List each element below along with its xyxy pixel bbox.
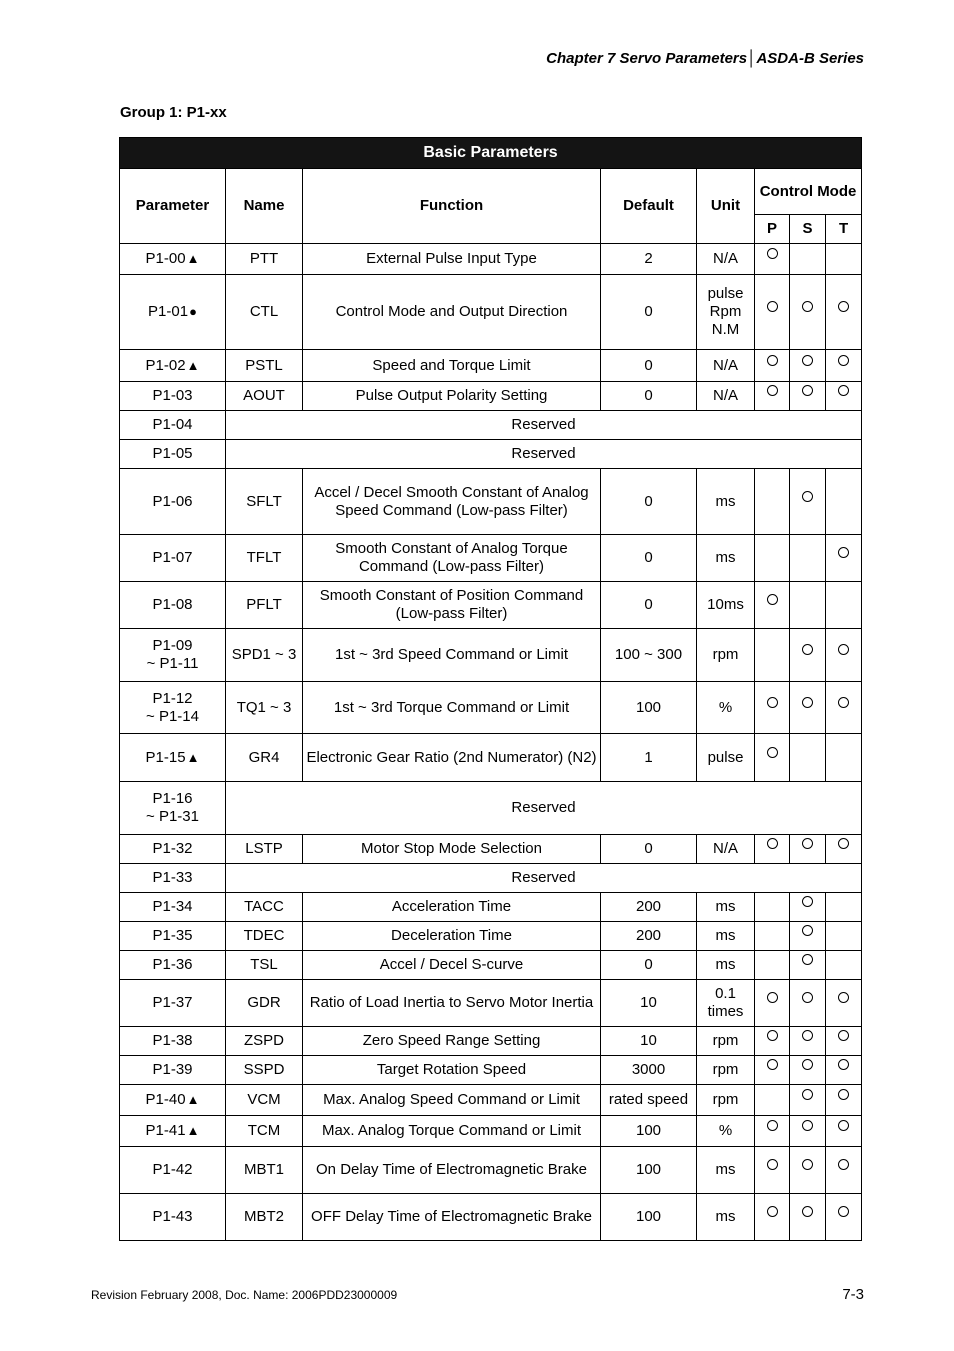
default-cell: 100 — [601, 1194, 697, 1241]
mode-s-cell — [790, 629, 826, 682]
function-cell: Accel / Decel S-curve — [303, 951, 601, 980]
mode-supported-circle-icon — [802, 301, 813, 312]
mode-supported-circle-icon — [767, 1120, 778, 1131]
table-row — [120, 382, 862, 411]
mode-t-cell — [826, 682, 862, 734]
triangle-marker-icon: ▲ — [186, 251, 200, 266]
mode-p-cell — [755, 951, 790, 980]
mode-supported-circle-icon — [802, 355, 813, 366]
mode-s-cell — [790, 350, 826, 382]
mode-supported-circle-icon — [838, 1206, 849, 1217]
unit-cell: ms — [697, 951, 755, 980]
unit-cell: pulse — [697, 734, 755, 782]
mode-p-cell — [755, 535, 790, 582]
mode-supported-circle-icon — [767, 747, 778, 758]
mode-supported-circle-icon — [838, 1120, 849, 1131]
table-row — [120, 835, 862, 864]
unit-cell: ms — [697, 1194, 755, 1241]
unit-cell: 0.1 times — [697, 980, 755, 1027]
mode-supported-circle-icon — [802, 1089, 813, 1100]
unit-cell: % — [697, 682, 755, 734]
param-cell: P1-35 — [120, 922, 226, 951]
table-row — [120, 893, 862, 922]
name-cell: MBT1 — [226, 1147, 303, 1194]
default-cell: 0 — [601, 582, 697, 629]
mode-supported-circle-icon — [838, 644, 849, 655]
default-cell: 100 ~ 300 — [601, 629, 697, 682]
mode-s-cell — [790, 951, 826, 980]
mode-p-cell — [755, 275, 790, 350]
mode-supported-circle-icon — [767, 301, 778, 312]
table-row — [120, 864, 862, 893]
mode-t-cell — [826, 350, 862, 382]
mode-supported-circle-icon — [838, 1030, 849, 1041]
function-cell: Pulse Output Polarity Setting — [303, 382, 601, 411]
default-cell: 200 — [601, 893, 697, 922]
triangle-marker-icon: ▲ — [186, 357, 200, 373]
unit-cell: ms — [697, 922, 755, 951]
mode-t-cell — [826, 1027, 862, 1056]
reserved-cell: Reserved — [226, 411, 862, 440]
triangle-marker-icon: ▲ — [186, 749, 200, 765]
function-cell: Speed and Torque Limit — [303, 350, 601, 382]
mode-s-cell — [790, 469, 826, 535]
param-cell: P1-38 — [120, 1027, 226, 1056]
param-cell: P1-02▲ — [120, 350, 226, 382]
mode-t-cell — [826, 1085, 862, 1116]
mode-s-cell — [790, 382, 826, 411]
unit-cell: 10ms — [697, 582, 755, 629]
table-row — [120, 629, 862, 682]
group-title: Group 1: P1-xx — [120, 104, 227, 121]
param-cell: P1-42 — [120, 1147, 226, 1194]
mode-s-cell — [790, 582, 826, 629]
table-row — [120, 1147, 862, 1194]
mode-p-cell — [755, 350, 790, 382]
mode-t-cell — [826, 1056, 862, 1085]
mode-supported-circle-icon — [767, 248, 778, 259]
default-cell: 100 — [601, 1116, 697, 1147]
function-cell: Max. Analog Torque Command or Limit — [303, 1116, 601, 1147]
function-cell: Accel / Decel Smooth Constant of Analog Speed Command (Low-pass Filter) — [303, 469, 601, 535]
mode-s-cell — [790, 1056, 826, 1085]
mode-p-cell — [755, 734, 790, 782]
mode-t-cell — [826, 244, 862, 275]
table-row — [120, 1194, 862, 1241]
default-cell: 0 — [601, 535, 697, 582]
header-control-mode: Control Mode — [755, 169, 862, 215]
name-cell: TQ1 ~ 3 — [226, 682, 303, 734]
name-cell: ZSPD — [226, 1027, 303, 1056]
param-cell: P1-40▲ — [120, 1085, 226, 1116]
name-cell: SPD1 ~ 3 — [226, 629, 303, 682]
unit-cell: % — [697, 1116, 755, 1147]
table-row — [120, 350, 862, 382]
mode-supported-circle-icon — [838, 697, 849, 708]
mode-s-cell — [790, 682, 826, 734]
mode-s-cell — [790, 922, 826, 951]
mode-t-cell — [826, 275, 862, 350]
mode-t-cell — [826, 893, 862, 922]
header-mode-s: S — [790, 215, 826, 244]
default-cell: 0 — [601, 350, 697, 382]
mode-supported-circle-icon — [767, 992, 778, 1003]
default-cell: 0 — [601, 382, 697, 411]
mode-supported-circle-icon — [802, 1030, 813, 1041]
mode-p-cell — [755, 1147, 790, 1194]
mode-supported-circle-icon — [802, 925, 813, 936]
chapter-header: Chapter 7 Servo Parameters│ASDA-B Series — [546, 50, 864, 67]
mode-p-cell — [755, 893, 790, 922]
page-number: 7-3 — [842, 1286, 864, 1303]
mode-p-cell — [755, 1116, 790, 1147]
header-unit: Unit — [697, 169, 755, 244]
param-cell: P1-36 — [120, 951, 226, 980]
mode-supported-circle-icon — [767, 1030, 778, 1041]
mode-t-cell — [826, 1147, 862, 1194]
mode-p-cell — [755, 1027, 790, 1056]
unit-cell: rpm — [697, 1027, 755, 1056]
name-cell: LSTP — [226, 835, 303, 864]
param-cell: P1-39 — [120, 1056, 226, 1085]
table-row — [120, 682, 862, 734]
mode-s-cell — [790, 835, 826, 864]
reserved-cell: Reserved — [226, 782, 862, 835]
mode-t-cell — [826, 922, 862, 951]
header-default: Default — [601, 169, 697, 244]
default-cell: 10 — [601, 980, 697, 1027]
basic-parameters-table — [119, 137, 862, 1241]
table-row — [120, 411, 862, 440]
mode-t-cell — [826, 535, 862, 582]
function-cell: Target Rotation Speed — [303, 1056, 601, 1085]
unit-cell: rpm — [697, 1056, 755, 1085]
unit-cell: rpm — [697, 1085, 755, 1116]
name-cell: TFLT — [226, 535, 303, 582]
table-row — [120, 1116, 862, 1147]
function-cell: 1st ~ 3rd Torque Command or Limit — [303, 682, 601, 734]
function-cell: Max. Analog Speed Command or Limit — [303, 1085, 601, 1116]
name-cell: TCM — [226, 1116, 303, 1147]
mode-supported-circle-icon — [767, 355, 778, 366]
param-cell: P1-34 — [120, 893, 226, 922]
name-cell: SSPD — [226, 1056, 303, 1085]
mode-p-cell — [755, 682, 790, 734]
unit-cell: ms — [697, 893, 755, 922]
unit-cell: ms — [697, 535, 755, 582]
function-cell: 1st ~ 3rd Speed Command or Limit — [303, 629, 601, 682]
table-row — [120, 440, 862, 469]
table-row — [120, 951, 862, 980]
table-row — [120, 1085, 862, 1116]
table-row — [120, 582, 862, 629]
param-cell: P1-32 — [120, 835, 226, 864]
name-cell: GR4 — [226, 734, 303, 782]
mode-s-cell — [790, 893, 826, 922]
unit-cell: N/A — [697, 350, 755, 382]
mode-supported-circle-icon — [767, 1206, 778, 1217]
name-cell: TDEC — [226, 922, 303, 951]
mode-supported-circle-icon — [802, 838, 813, 849]
mode-supported-circle-icon — [802, 1206, 813, 1217]
param-cell: P1-33 — [120, 864, 226, 893]
reserved-cell: Reserved — [226, 440, 862, 469]
name-cell: SFLT — [226, 469, 303, 535]
mode-p-cell — [755, 1056, 790, 1085]
mode-p-cell — [755, 1085, 790, 1116]
mode-t-cell — [826, 469, 862, 535]
mode-supported-circle-icon — [838, 1159, 849, 1170]
table-row — [120, 980, 862, 1027]
mode-supported-circle-icon — [802, 1120, 813, 1131]
mode-supported-circle-icon — [802, 697, 813, 708]
mode-t-cell — [826, 582, 862, 629]
function-cell: Smooth Constant of Position Command (Low-pass Filter) — [303, 582, 601, 629]
mode-supported-circle-icon — [767, 697, 778, 708]
mode-s-cell — [790, 734, 826, 782]
function-cell: External Pulse Input Type — [303, 244, 601, 275]
table-row — [120, 275, 862, 350]
mode-s-cell — [790, 1194, 826, 1241]
mode-supported-circle-icon — [838, 1089, 849, 1100]
mode-supported-circle-icon — [838, 385, 849, 396]
mode-p-cell — [755, 244, 790, 275]
header-mode-p: P — [755, 215, 790, 244]
unit-cell: ms — [697, 469, 755, 535]
mode-supported-circle-icon — [767, 1159, 778, 1170]
mode-p-cell — [755, 469, 790, 535]
table-row — [120, 469, 862, 535]
name-cell: PTT — [226, 244, 303, 275]
param-cell: P1-04 — [120, 411, 226, 440]
unit-cell: pulse Rpm N.M — [697, 275, 755, 350]
table-body — [120, 244, 862, 1241]
mode-s-cell — [790, 535, 826, 582]
param-cell: P1-00▲ — [120, 244, 226, 275]
mode-supported-circle-icon — [767, 594, 778, 605]
unit-cell: N/A — [697, 835, 755, 864]
default-cell: 100 — [601, 682, 697, 734]
table-row — [120, 922, 862, 951]
mode-supported-circle-icon — [838, 301, 849, 312]
header-name: Name — [226, 169, 303, 244]
param-cell: P1-05 — [120, 440, 226, 469]
mode-supported-circle-icon — [802, 992, 813, 1003]
mode-t-cell — [826, 951, 862, 980]
param-cell: P1-08 — [120, 582, 226, 629]
param-cell: P1-09 ~ P1-11 — [120, 629, 226, 682]
param-cell: P1-41▲ — [120, 1116, 226, 1147]
function-cell: Deceleration Time — [303, 922, 601, 951]
default-cell: 100 — [601, 1147, 697, 1194]
default-cell: 0 — [601, 275, 697, 350]
mode-t-cell — [826, 734, 862, 782]
mode-supported-circle-icon — [838, 992, 849, 1003]
param-cell: P1-16 ~ P1-31 — [120, 782, 226, 835]
param-cell: P1-03 — [120, 382, 226, 411]
param-cell: P1-37 — [120, 980, 226, 1027]
table-title: Basic Parameters — [120, 138, 862, 169]
header-function: Function — [303, 169, 601, 244]
mode-t-cell — [826, 835, 862, 864]
param-cell: P1-43 — [120, 1194, 226, 1241]
default-cell: 0 — [601, 951, 697, 980]
table-row — [120, 1056, 862, 1085]
mode-p-cell — [755, 835, 790, 864]
mode-supported-circle-icon — [838, 355, 849, 366]
function-cell: On Delay Time of Electromagnetic Brake — [303, 1147, 601, 1194]
mode-supported-circle-icon — [802, 954, 813, 965]
name-cell: PSTL — [226, 350, 303, 382]
param-cell: P1-07 — [120, 535, 226, 582]
table-row — [120, 535, 862, 582]
table-row — [120, 244, 862, 275]
name-cell: VCM — [226, 1085, 303, 1116]
function-cell: Electronic Gear Ratio (2nd Numerator) (N2) — [303, 734, 601, 782]
function-cell: Acceleration Time — [303, 893, 601, 922]
mode-s-cell — [790, 244, 826, 275]
unit-cell: rpm — [697, 629, 755, 682]
mode-p-cell — [755, 629, 790, 682]
param-cell: P1-12 ~ P1-14 — [120, 682, 226, 734]
default-cell: 1 — [601, 734, 697, 782]
function-cell: OFF Delay Time of Electromagnetic Brake — [303, 1194, 601, 1241]
name-cell: CTL — [226, 275, 303, 350]
mode-s-cell — [790, 1116, 826, 1147]
param-cell: P1-15▲ — [120, 734, 226, 782]
mode-supported-circle-icon — [802, 1159, 813, 1170]
mode-supported-circle-icon — [802, 385, 813, 396]
triangle-marker-icon: ▲ — [186, 1092, 200, 1107]
mode-t-cell — [826, 382, 862, 411]
header-parameter: Parameter — [120, 169, 226, 244]
default-cell: rated speed — [601, 1085, 697, 1116]
mode-s-cell — [790, 1085, 826, 1116]
name-cell: PFLT — [226, 582, 303, 629]
function-cell: Smooth Constant of Analog Torque Command (Low-pass Filter) — [303, 535, 601, 582]
function-cell: Control Mode and Output Direction — [303, 275, 601, 350]
table-row — [120, 734, 862, 782]
mode-supported-circle-icon — [767, 838, 778, 849]
name-cell: GDR — [226, 980, 303, 1027]
mode-supported-circle-icon — [802, 644, 813, 655]
function-cell: Zero Speed Range Setting — [303, 1027, 601, 1056]
mode-supported-circle-icon — [838, 547, 849, 558]
footer-revision: Revision February 2008, Doc. Name: 2006PDD23000009 — [91, 1288, 398, 1302]
mode-supported-circle-icon — [802, 491, 813, 502]
default-cell: 0 — [601, 469, 697, 535]
mode-s-cell — [790, 1147, 826, 1194]
mode-supported-circle-icon — [838, 838, 849, 849]
name-cell: TACC — [226, 893, 303, 922]
default-cell: 10 — [601, 1027, 697, 1056]
mode-p-cell — [755, 980, 790, 1027]
reserved-cell: Reserved — [226, 864, 862, 893]
name-cell: MBT2 — [226, 1194, 303, 1241]
mode-supported-circle-icon — [767, 385, 778, 396]
mode-supported-circle-icon — [838, 1059, 849, 1070]
dot-marker-icon: ● — [189, 304, 197, 319]
triangle-marker-icon: ▲ — [186, 1123, 200, 1138]
function-cell: Motor Stop Mode Selection — [303, 835, 601, 864]
default-cell: 0 — [601, 835, 697, 864]
unit-cell: ms — [697, 1147, 755, 1194]
mode-p-cell — [755, 1194, 790, 1241]
mode-supported-circle-icon — [802, 896, 813, 907]
table-row — [120, 1027, 862, 1056]
mode-t-cell — [826, 980, 862, 1027]
mode-p-cell — [755, 382, 790, 411]
mode-p-cell — [755, 922, 790, 951]
name-cell: TSL — [226, 951, 303, 980]
mode-s-cell — [790, 275, 826, 350]
unit-cell: N/A — [697, 244, 755, 275]
table-row — [120, 782, 862, 835]
param-cell: P1-06 — [120, 469, 226, 535]
mode-s-cell — [790, 980, 826, 1027]
function-cell: Ratio of Load Inertia to Servo Motor Inertia — [303, 980, 601, 1027]
param-cell: P1-01● — [120, 275, 226, 350]
mode-t-cell — [826, 629, 862, 682]
default-cell: 2 — [601, 244, 697, 275]
default-cell: 200 — [601, 922, 697, 951]
mode-supported-circle-icon — [802, 1059, 813, 1070]
mode-t-cell — [826, 1194, 862, 1241]
default-cell: 3000 — [601, 1056, 697, 1085]
mode-t-cell — [826, 1116, 862, 1147]
mode-supported-circle-icon — [767, 1059, 778, 1070]
mode-s-cell — [790, 1027, 826, 1056]
name-cell: AOUT — [226, 382, 303, 411]
unit-cell: N/A — [697, 382, 755, 411]
header-mode-t: T — [826, 215, 862, 244]
mode-p-cell — [755, 582, 790, 629]
